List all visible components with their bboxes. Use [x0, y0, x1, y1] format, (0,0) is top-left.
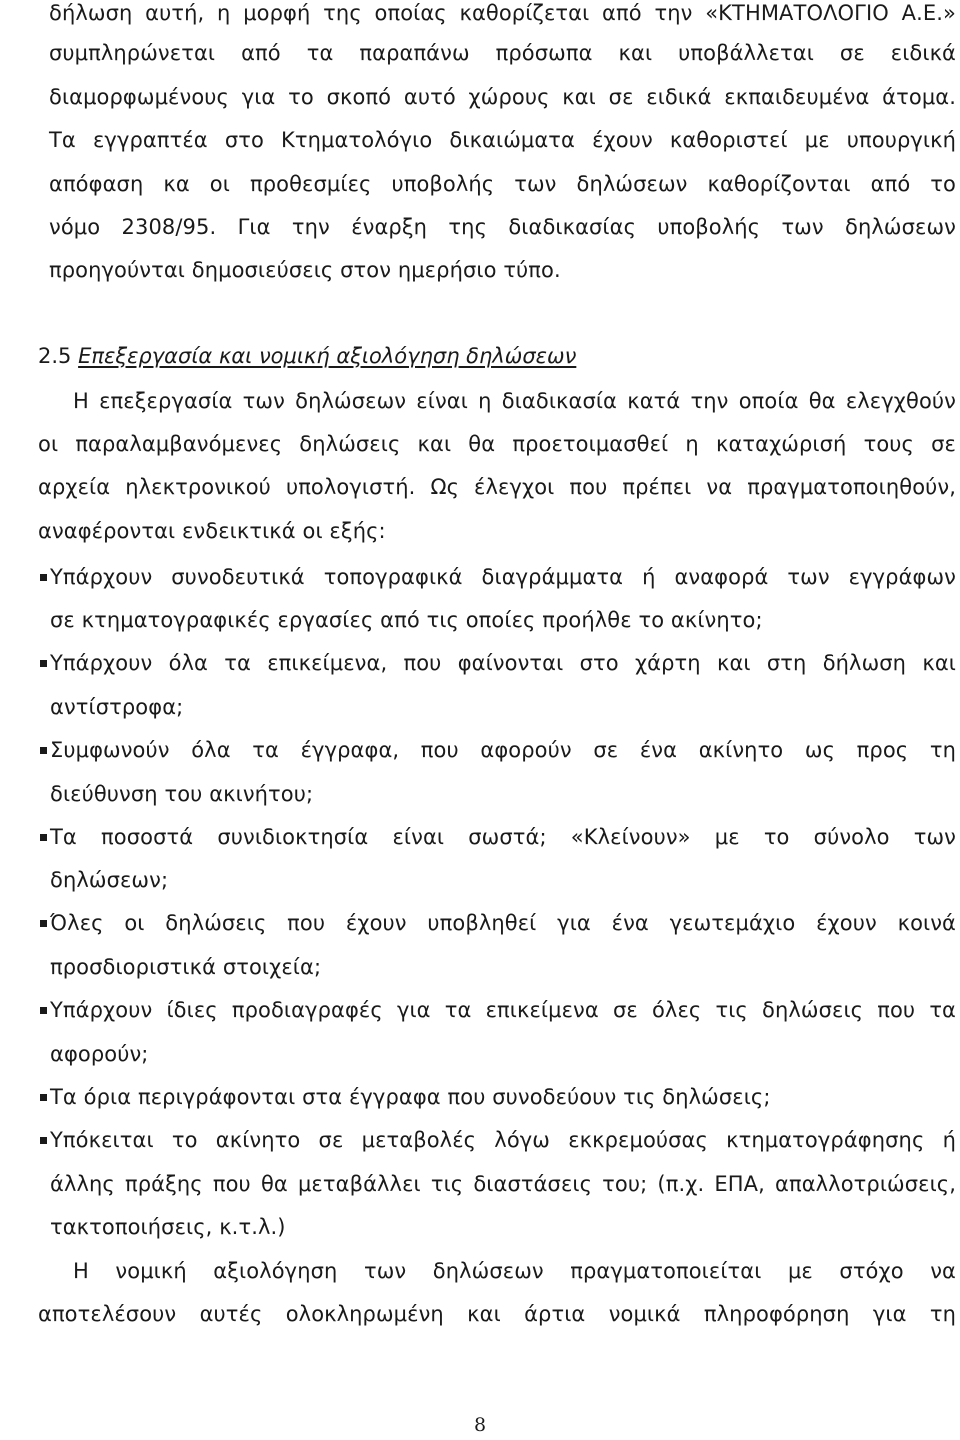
text-line: αναφέρονται ενδεικτικά οι εξής: [38, 519, 386, 543]
text-line: Τα εγγραπτέα στο Κτηματολόγιο δικαιώματα έχουν καθοριστεί με υπουργική [49, 128, 956, 152]
square-bullet-icon [40, 1007, 47, 1014]
text-line: τακτοποιήσεις, κ.τ.λ.) [50, 1215, 286, 1239]
square-bullet-icon [40, 834, 47, 841]
square-bullet-icon [40, 920, 47, 927]
text-line: Τα ποσοστά συνιδιοκτησία είναι σωστά; «Κλείνουν» με το σύνολο των [50, 825, 956, 849]
text-line: Υπόκειται το ακίνητο σε μεταβολές λόγω εκκρεμούσας κτηματογράφησης ή [50, 1128, 956, 1152]
text-line: αρχεία ηλεκτρονικού υπολογιστή. Ως έλεγχοι που πρέπει να πραγματοποιηθούν, [38, 475, 956, 499]
square-bullet-icon [40, 1094, 47, 1101]
text-line: αποτελέσουν αυτές ολοκληρωμένη και άρτια νομικά πληροφόρηση για τη [38, 1302, 956, 1326]
square-bullet-icon [40, 574, 47, 581]
text-line: Υπάρχουν όλα τα επικείμενα, που φαίνονται στο χάρτη και στη δήλωση και [50, 651, 956, 675]
text-line: δηλώσεων; [50, 868, 169, 892]
text-line: προσδιοριστικά στοιχεία; [50, 955, 322, 979]
text-line: διεύθυνση του ακινήτου; [50, 782, 314, 806]
text-line: συμπληρώνεται από τα παραπάνω πρόσωπα και υποβάλλεται σε ειδικά [49, 41, 956, 65]
text-line: Υπάρχουν ίδιες προδιαγραφές για τα επικείμενα σε όλες τις δηλώσεις που τα [50, 998, 956, 1022]
text-line: δήλωση αυτή, η μορφή της οποίας καθορίζεται από την «ΚΤΗΜΑΤΟΛΟΓΙΟ Α.Ε.» [49, 1, 956, 25]
text-line: απόφαση κα οι προθεσμίες υποβολής των δηλώσεων καθορίζονται από το [49, 172, 956, 196]
page-number: 8 [473, 1414, 487, 1436]
text-line: Υπάρχουν συνοδευτικά τοπογραφικά διαγράμματα ή αναφορά των εγγράφων [50, 565, 956, 589]
square-bullet-icon [40, 1137, 47, 1144]
text-line: Η νομική αξιολόγηση των δηλώσεων πραγματοποιείται με στόχο να [73, 1259, 956, 1283]
text-line: Τα όρια περιγράφονται στα έγγραφα που συνοδεύουν τις δηλώσεις; [50, 1085, 771, 1109]
section-title: Επεξεργασία και νομική αξιολόγηση δηλώσεων [78, 344, 577, 368]
text-line: νόμο 2308/95. Για την έναρξη της διαδικασίας υποβολής των δηλώσεων [49, 215, 956, 239]
text-line: Η επεξεργασία των δηλώσεων είναι η διαδικασία κατά την οποία θα ελεγχθούν [73, 389, 956, 413]
section-number: 2.5 [38, 344, 72, 368]
square-bullet-icon [40, 660, 47, 667]
section-heading [38, 341, 576, 371]
text-line: αφορούν; [50, 1042, 149, 1066]
text-line: Συμφωνούν όλα τα έγγραφα, που αφορούν σε ένα ακίνητο ως προς τη [50, 738, 956, 762]
text-line: σε κτηματογραφικές εργασίες από τις οποίες προήλθε το ακίνητο; [50, 608, 763, 632]
text-line: διαμορφωμένους για το σκοπό αυτό χώρους και σε ειδικά εκπαιδευμένα άτομα. [49, 85, 956, 109]
text-line: άλλης πράξης που θα μεταβάλλει τις διαστάσεις του; (π.χ. ΕΠΑ, απαλλοτριώσεις, [50, 1172, 956, 1196]
text-line: Όλες οι δηλώσεις που έχουν υποβληθεί για ένα γεωτεμάχιο έχουν κοινά [50, 911, 956, 935]
text-line: οι παραλαμβανόμενες δηλώσεις και θα προετοιμασθεί η καταχώρισή τους σε [38, 432, 956, 456]
square-bullet-icon [40, 747, 47, 754]
text-line: προηγούνται δημοσιεύσεις στον ημερήσιο τύπο. [49, 258, 561, 282]
text-line: αντίστροφα; [50, 695, 184, 719]
